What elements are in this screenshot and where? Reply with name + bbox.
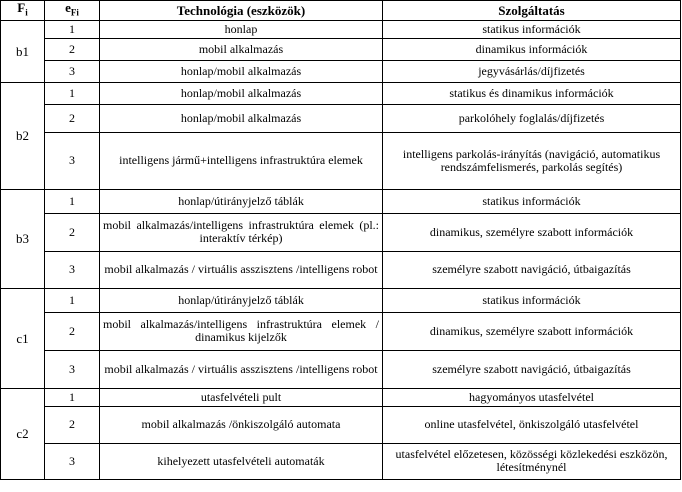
table-row — [1, 104, 681, 132]
row-service: dinamikus, személyre szabott információk — [383, 312, 681, 350]
table-row — [1, 312, 681, 350]
row-e: 1 — [45, 189, 100, 213]
row-tech: kihelyezett utasfelvételi automaták — [100, 443, 383, 479]
row-tech: utasfelvételi pult — [100, 388, 383, 406]
row-e: 1 — [45, 82, 100, 104]
row-service: utasfelvétel előzetesen, közösségi közlekedési eszközön, létesítménynél — [383, 443, 681, 479]
header-tech: Technológia (eszközök) — [100, 1, 383, 21]
row-e: 1 — [45, 288, 100, 312]
row-tech: mobil alkalmazás — [100, 38, 383, 60]
row-tech: mobil alkalmazás / virtuális asszisztens /intelligens robot — [100, 251, 383, 288]
row-service: statikus információk — [383, 20, 681, 38]
header-row — [1, 1, 681, 21]
row-service: dinamikus, személyre szabott információk — [383, 213, 681, 251]
table-row — [1, 60, 681, 82]
group-id: c2 — [1, 388, 45, 479]
group-id: b3 — [1, 189, 45, 288]
row-service: személyre szabott navigáció, útbaigazítás — [383, 251, 681, 288]
row-e: 3 — [45, 60, 100, 82]
row-service: dinamikus információk — [383, 38, 681, 60]
row-tech: mobil alkalmazás/intelligens infrastruktúra elemek / dinamikus kijelzők — [100, 312, 383, 350]
row-tech: honlap/mobil alkalmazás — [100, 82, 383, 104]
row-tech: honlap/útirányjelző táblák — [100, 288, 383, 312]
row-service: intelligens parkolás-irányítás (navigáció, automatikus rendszámfelismerés, parkolás segítés) — [383, 132, 681, 189]
row-e: 2 — [45, 104, 100, 132]
table-row — [1, 350, 681, 388]
table-row — [1, 288, 681, 312]
row-tech: intelligens jármű+intelligens infrastruktúra elemek — [100, 132, 383, 189]
row-service: személyre szabott navigáció, útbaigazítás — [383, 350, 681, 388]
header-f-main: F — [17, 0, 26, 15]
header-e-main: e — [65, 0, 71, 15]
row-tech: mobil alkalmazás /önkiszolgáló automata — [100, 406, 383, 443]
row-tech: honlap — [100, 20, 383, 38]
row-e: 3 — [45, 251, 100, 288]
table-row — [1, 189, 681, 213]
row-service: statikus és dinamikus információk — [383, 82, 681, 104]
table-row — [1, 213, 681, 251]
row-e: 3 — [45, 350, 100, 388]
table-row — [1, 38, 681, 60]
table-row — [1, 132, 681, 189]
group-id: b1 — [1, 20, 45, 82]
header-service: Szolgáltatás — [383, 1, 681, 21]
row-service: hagyományos utasfelvétel — [383, 388, 681, 406]
row-e: 2 — [45, 38, 100, 60]
row-service: statikus információk — [383, 288, 681, 312]
header-e — [45, 1, 100, 21]
row-service: jegyvásárlás/díjfizetés — [383, 60, 681, 82]
row-tech: honlap/mobil alkalmazás — [100, 104, 383, 132]
table-row — [1, 20, 681, 38]
row-e: 1 — [45, 20, 100, 38]
row-e: 2 — [45, 213, 100, 251]
table-row — [1, 406, 681, 443]
table-row — [1, 388, 681, 406]
group-id: b2 — [1, 82, 45, 189]
row-e: 2 — [45, 312, 100, 350]
row-e: 1 — [45, 388, 100, 406]
table-row — [1, 82, 681, 104]
row-service: statikus információk — [383, 189, 681, 213]
table-row — [1, 251, 681, 288]
row-tech: honlap/útirányjelző táblák — [100, 189, 383, 213]
row-tech: mobil alkalmazás / virtuális asszisztens /intelligens robot — [100, 350, 383, 388]
row-service: parkolóhely foglalás/díjfizetés — [383, 104, 681, 132]
header-f — [1, 1, 45, 21]
row-tech: mobil alkalmazás/intelligens infrastruktúra elemek (pl.: interaktív térkép) — [100, 213, 383, 251]
row-e: 3 — [45, 443, 100, 479]
row-e: 3 — [45, 132, 100, 189]
header-e-sub: Fi — [70, 7, 79, 18]
row-e: 2 — [45, 406, 100, 443]
row-service: online utasfelvétel, önkiszolgáló utasfelvétel — [383, 406, 681, 443]
header-f-sub: i — [25, 7, 28, 18]
group-id: c1 — [1, 288, 45, 388]
row-tech: honlap/mobil alkalmazás — [100, 60, 383, 82]
table-row — [1, 443, 681, 479]
